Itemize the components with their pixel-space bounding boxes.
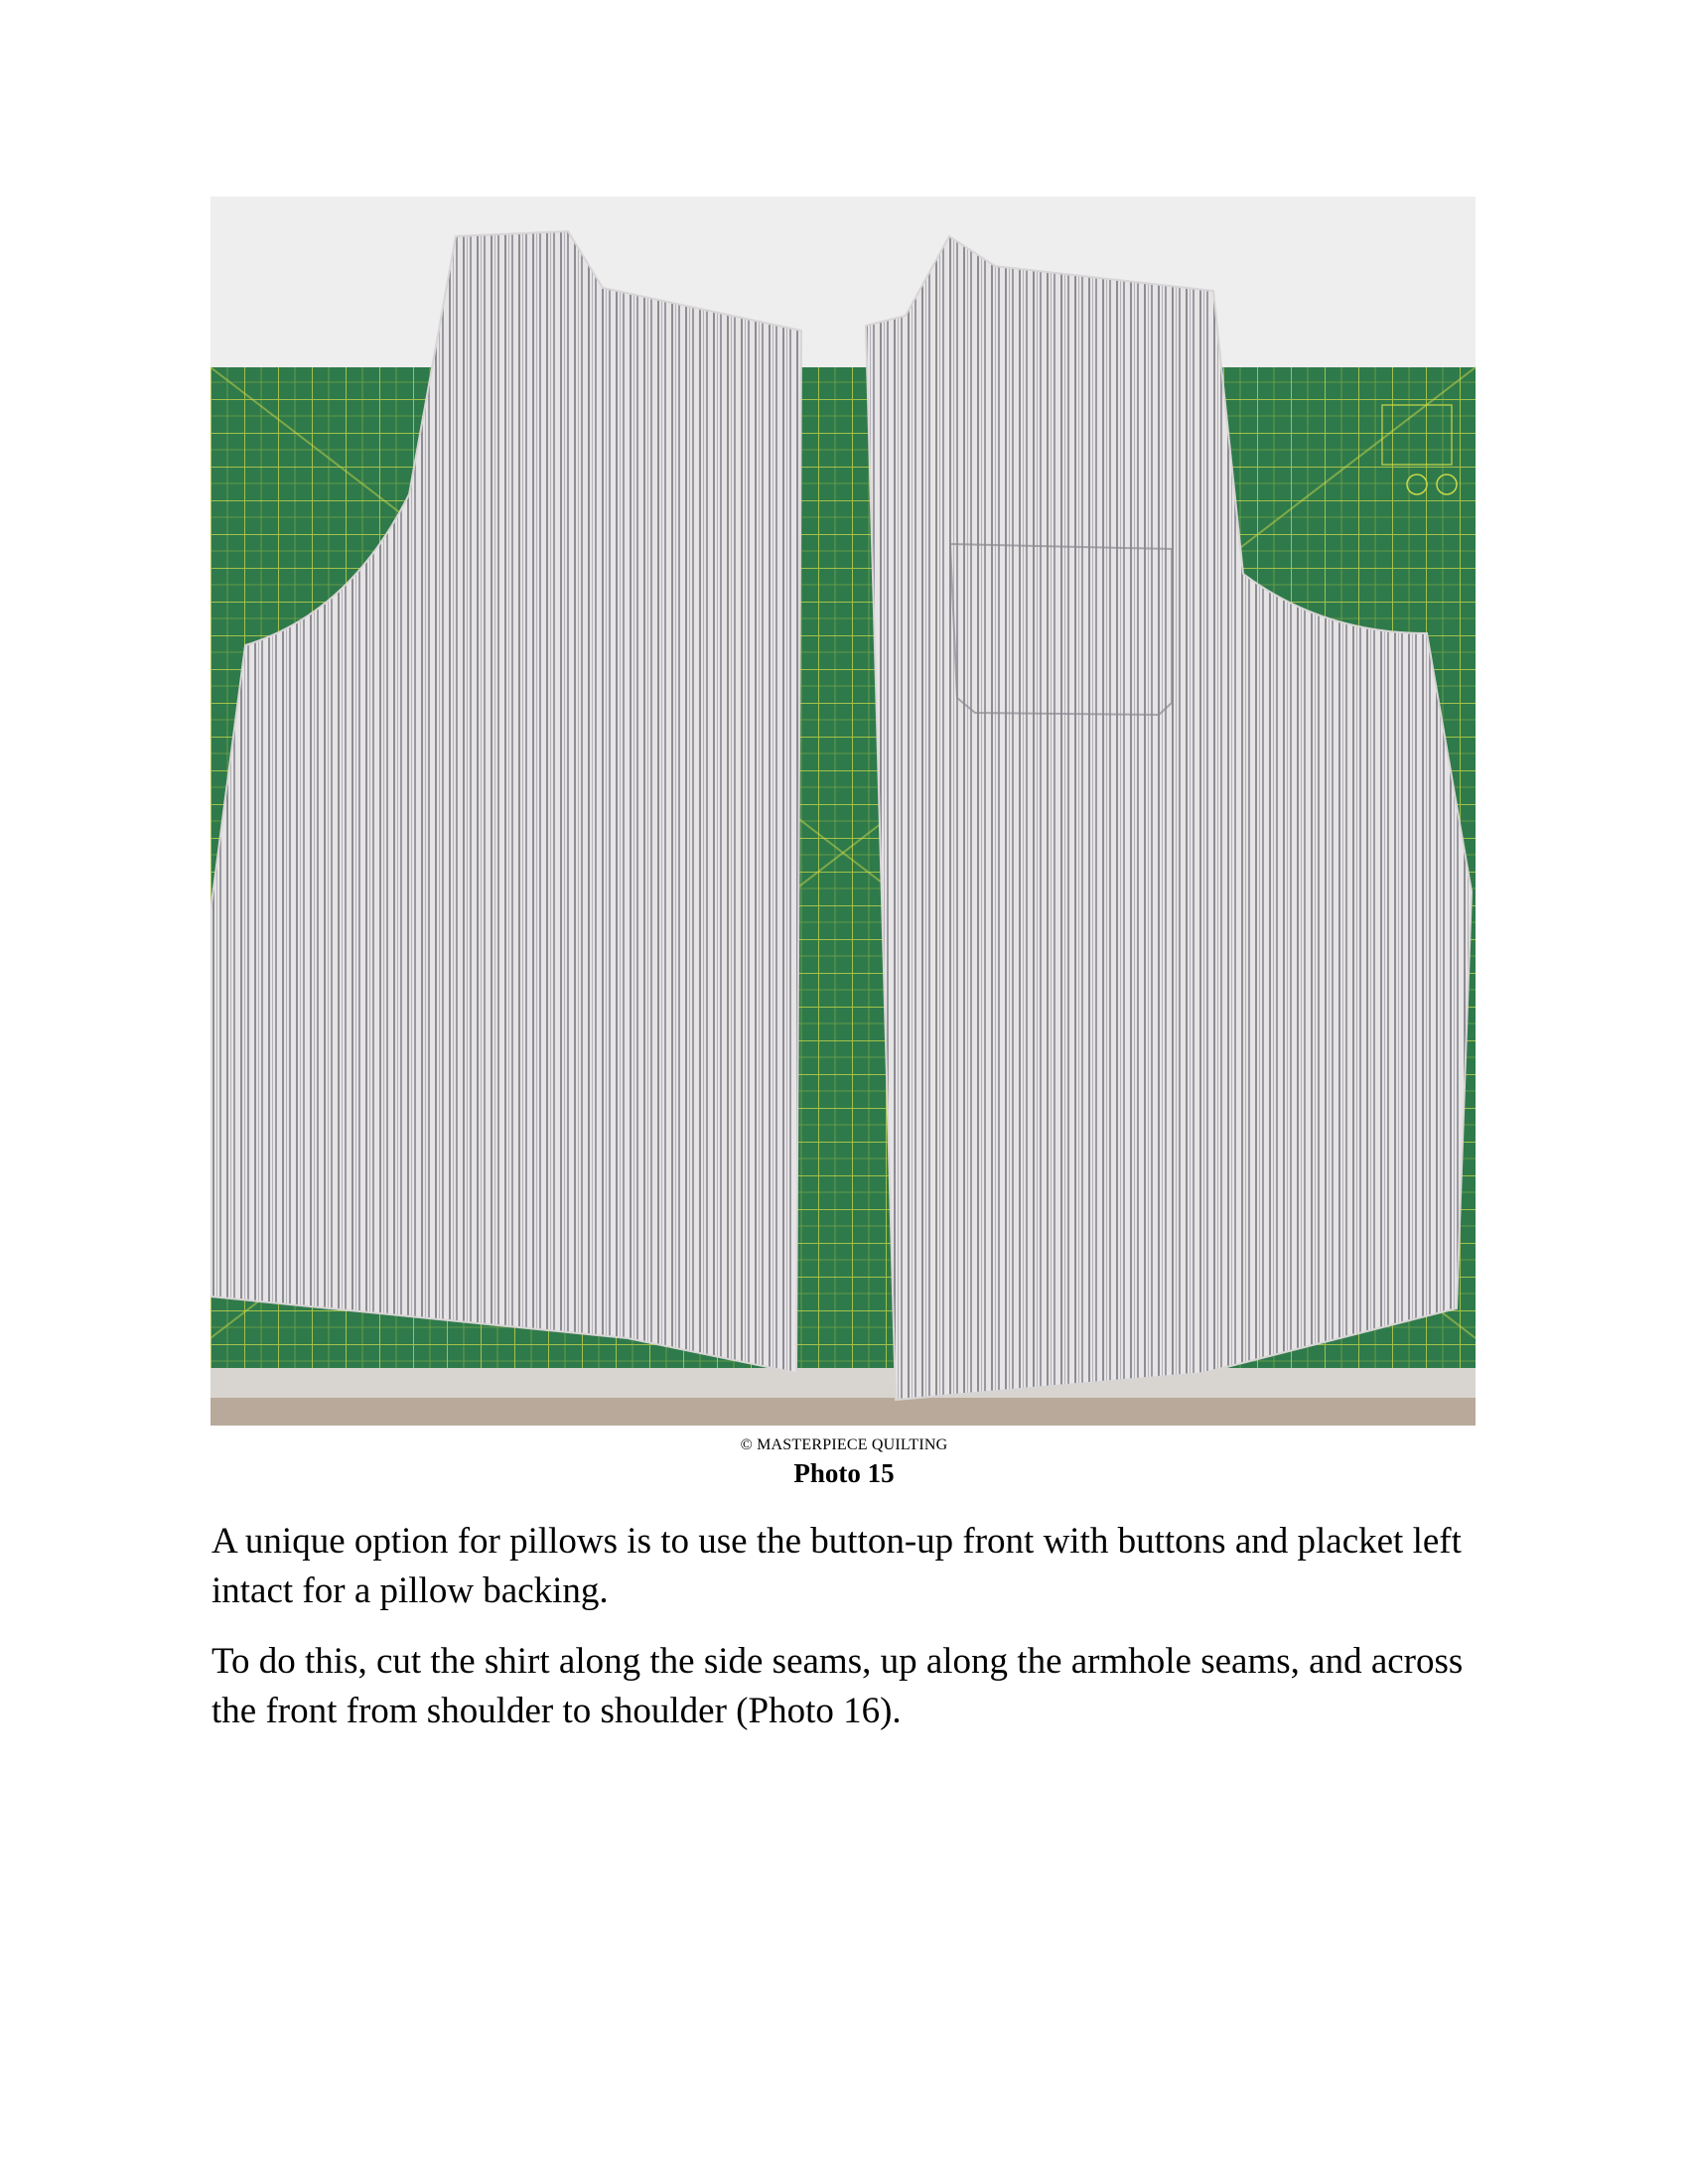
shirt-photo-image <box>211 197 1476 1426</box>
photo-caption: Photo 15 <box>793 1458 895 1488</box>
photo-copyright: © MASTERPIECE QUILTING <box>740 1436 948 1453</box>
body-paragraph-2: To do this, cut the shirt along the side seams, up along the armhole seams, and across the front from shoulder to shoulder (Photo 16). <box>211 1641 1464 1731</box>
shirt-photo <box>211 197 1476 1426</box>
body-paragraph-1: A unique option for pillows is to use the button-up front with buttons and placket left intact for a pillow backing. <box>211 1521 1462 1611</box>
